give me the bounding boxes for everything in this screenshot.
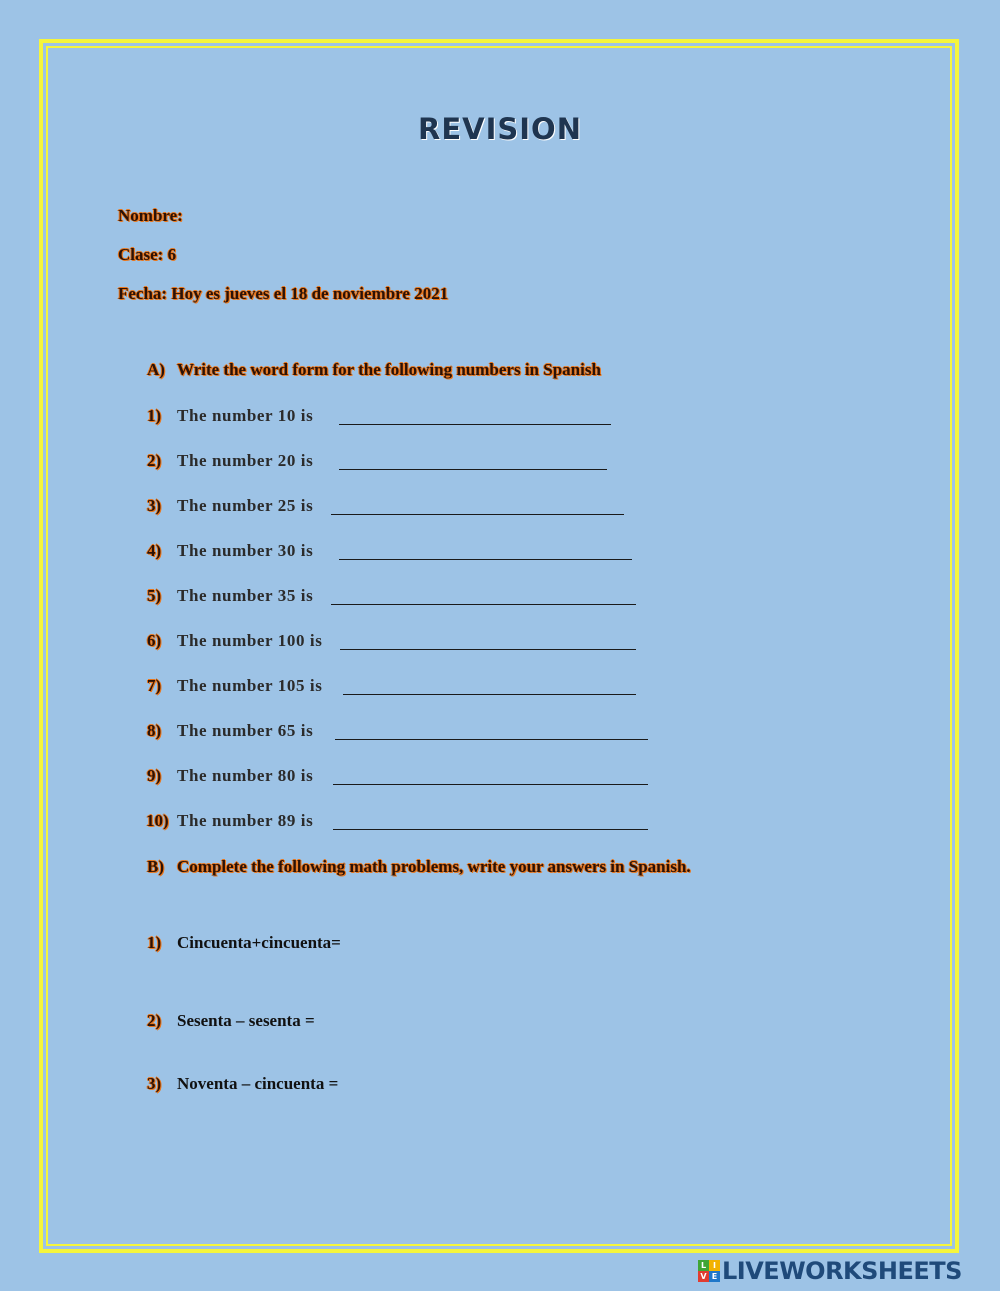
question-number: 4) [147, 541, 162, 560]
mark-letter: L [698, 1260, 709, 1271]
answer-blank-6[interactable] [340, 649, 636, 650]
section-b-instruction: Complete the following math problems, write your answers in Spanish. [177, 857, 691, 876]
math-problem: Cincuenta+cincuenta= [177, 933, 341, 952]
fecha-label: Fecha: Hoy es jueves el 18 de noviembre 2021 [118, 284, 449, 303]
question-text: The number 65 is [177, 721, 314, 740]
answer-blank-3[interactable] [331, 514, 624, 515]
question-number: 9) [147, 766, 162, 785]
question-number: 10) [146, 811, 169, 830]
question-text: The number 89 is [177, 811, 314, 830]
problem-number: 3) [147, 1074, 162, 1093]
answer-blank-5[interactable] [331, 604, 636, 605]
problem-number: 1) [147, 933, 162, 952]
answer-blank-7[interactable] [343, 694, 636, 695]
nombre-label: Nombre: [118, 206, 183, 225]
section-a-marker: A) [147, 360, 165, 379]
question-text: The number 20 is [177, 451, 314, 470]
question-number: 2) [147, 451, 162, 470]
question-number: 5) [147, 586, 162, 605]
question-number: 1) [147, 406, 162, 425]
question-text: The number 100 is [177, 631, 323, 650]
answer-blank-4[interactable] [339, 559, 632, 560]
mark-letter: I [709, 1260, 720, 1271]
answer-blank-2[interactable] [339, 469, 607, 470]
page-title: REVISION [418, 112, 582, 146]
question-text: The number 105 is [177, 676, 323, 695]
question-text: The number 80 is [177, 766, 314, 785]
math-problem: Sesenta – sesenta = [177, 1011, 315, 1030]
question-text: The number 35 is [177, 586, 314, 605]
question-text: The number 10 is [177, 406, 314, 425]
answer-blank-10[interactable] [333, 829, 648, 830]
mark-letter: V [698, 1271, 709, 1282]
mark-letter: E [709, 1271, 720, 1282]
liveworksheets-logo [698, 1258, 962, 1284]
question-number: 8) [147, 721, 162, 740]
question-text: The number 25 is [177, 496, 314, 515]
answer-blank-9[interactable] [333, 784, 648, 785]
answer-blank-8[interactable] [335, 739, 648, 740]
answer-blank-1[interactable] [339, 424, 611, 425]
question-number: 3) [147, 496, 162, 515]
section-b-marker: B) [147, 857, 164, 876]
clase-label: Clase: 6 [118, 245, 177, 264]
liveworksheets-mark-icon [698, 1260, 720, 1282]
question-text: The number 30 is [177, 541, 314, 560]
question-number: 6) [147, 631, 162, 650]
liveworksheets-wordmark: LIVEWORKSHEETS [722, 1257, 962, 1285]
math-problem: Noventa – cincuenta = [177, 1074, 339, 1093]
problem-number: 2) [147, 1011, 162, 1030]
section-a-instruction: Write the word form for the following numbers in Spanish [177, 360, 601, 379]
question-number: 7) [147, 676, 162, 695]
